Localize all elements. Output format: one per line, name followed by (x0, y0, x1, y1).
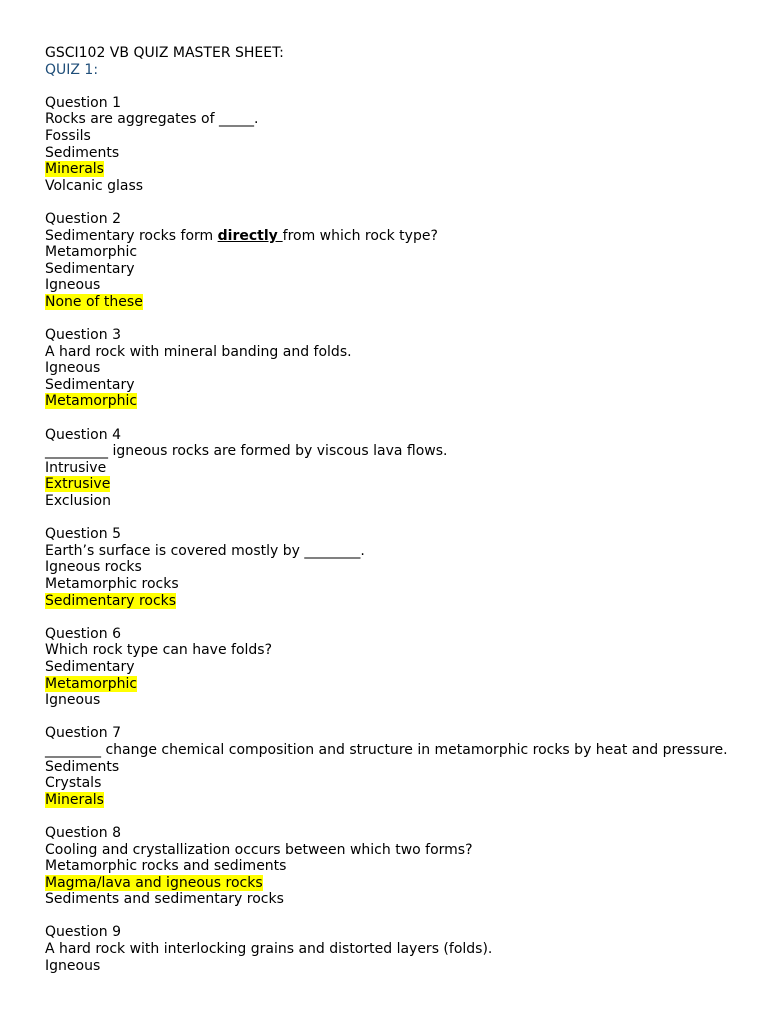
answer-option: Sediments (45, 758, 120, 775)
question-prompt: A hard rock with interlocking grains and distorted layers (folds). (45, 941, 493, 958)
answer-option: Fossils (45, 127, 91, 144)
answer-option: Igneous (45, 277, 101, 294)
answer-option: Metamorphic rocks and sediments (45, 858, 287, 875)
answer-option-correct: Minerals (45, 161, 104, 178)
answer-option: Volcanic glass (45, 177, 144, 194)
answer-option-correct: None of these (45, 293, 143, 310)
answer-option: Sedimentary (45, 376, 135, 393)
question-prompt: Earth’s surface is covered mostly by ________. (45, 542, 365, 559)
spacer (45, 808, 745, 825)
answer-option: Sediments and sedimentary rocks (45, 891, 284, 908)
answer-option: Metamorphic (45, 244, 138, 261)
question-block (45, 924, 745, 974)
question-prompt: Sedimentary rocks form directly from which rock type? (45, 227, 438, 244)
question-prompt: Rocks are aggregates of _____. (45, 111, 259, 128)
answer-option: Igneous (45, 957, 101, 974)
document-title: GSCI102 VB QUIZ MASTER SHEET: (45, 45, 284, 61)
question-label: Question 9 (45, 924, 121, 941)
spacer (45, 311, 745, 328)
question-prompt: A hard rock with mineral banding and folds. (45, 343, 352, 360)
spacer (45, 510, 745, 527)
spacer (45, 709, 745, 726)
question-prompt: Which rock type can have folds? (45, 642, 273, 659)
answer-option: Sediments (45, 144, 120, 161)
question-label: Question 2 (45, 210, 121, 227)
question-block (45, 725, 745, 808)
question-block (45, 626, 745, 709)
spacer (45, 609, 745, 626)
question-label: Question 5 (45, 526, 121, 543)
question-label: Question 1 (45, 94, 121, 111)
spacer (45, 410, 745, 427)
spacer (45, 908, 745, 925)
question-prompt: ________ change chemical composition and structure in metamorphic rocks by heat and pressure. (45, 741, 728, 758)
spacer (45, 78, 745, 95)
answer-option-correct: Metamorphic (45, 393, 138, 410)
answer-option-correct: Metamorphic (45, 675, 138, 692)
answer-option: Sedimentary (45, 260, 135, 277)
question-block (45, 825, 745, 908)
question-block (45, 427, 745, 510)
answer-option: Crystals (45, 775, 102, 792)
question-block (45, 327, 745, 410)
answer-option: Metamorphic rocks (45, 576, 179, 592)
quiz-heading: QUIZ 1: (45, 61, 99, 78)
question-prompt: Cooling and crystallization occurs between which two forms? (45, 841, 473, 858)
question-label: Question 6 (45, 625, 121, 642)
question-block (45, 211, 745, 311)
document-page (45, 45, 745, 974)
answer-option: Exclusion (45, 493, 111, 510)
question-label: Question 8 (45, 824, 121, 841)
question-label: Question 7 (45, 725, 121, 742)
emphasized-word: directly (217, 227, 283, 244)
answer-option-correct: Minerals (45, 791, 104, 808)
question-label: Question 4 (45, 426, 121, 443)
answer-option: Sedimentary (45, 658, 135, 675)
question-block (45, 526, 745, 609)
answer-option: Igneous (45, 692, 101, 709)
question-block (45, 95, 745, 195)
answer-option-correct: Extrusive (45, 476, 111, 493)
answer-option: Igneous rocks (45, 559, 142, 576)
spacer (45, 194, 745, 211)
answer-option: Intrusive (45, 459, 107, 476)
answer-option: Igneous (45, 360, 101, 377)
answer-option-correct: Magma/lava and igneous rocks (45, 874, 263, 891)
question-prompt: _________ igneous rocks are formed by viscous lava flows. (45, 443, 448, 460)
answer-option-correct: Sedimentary rocks (45, 592, 177, 609)
question-label: Question 3 (45, 327, 121, 344)
